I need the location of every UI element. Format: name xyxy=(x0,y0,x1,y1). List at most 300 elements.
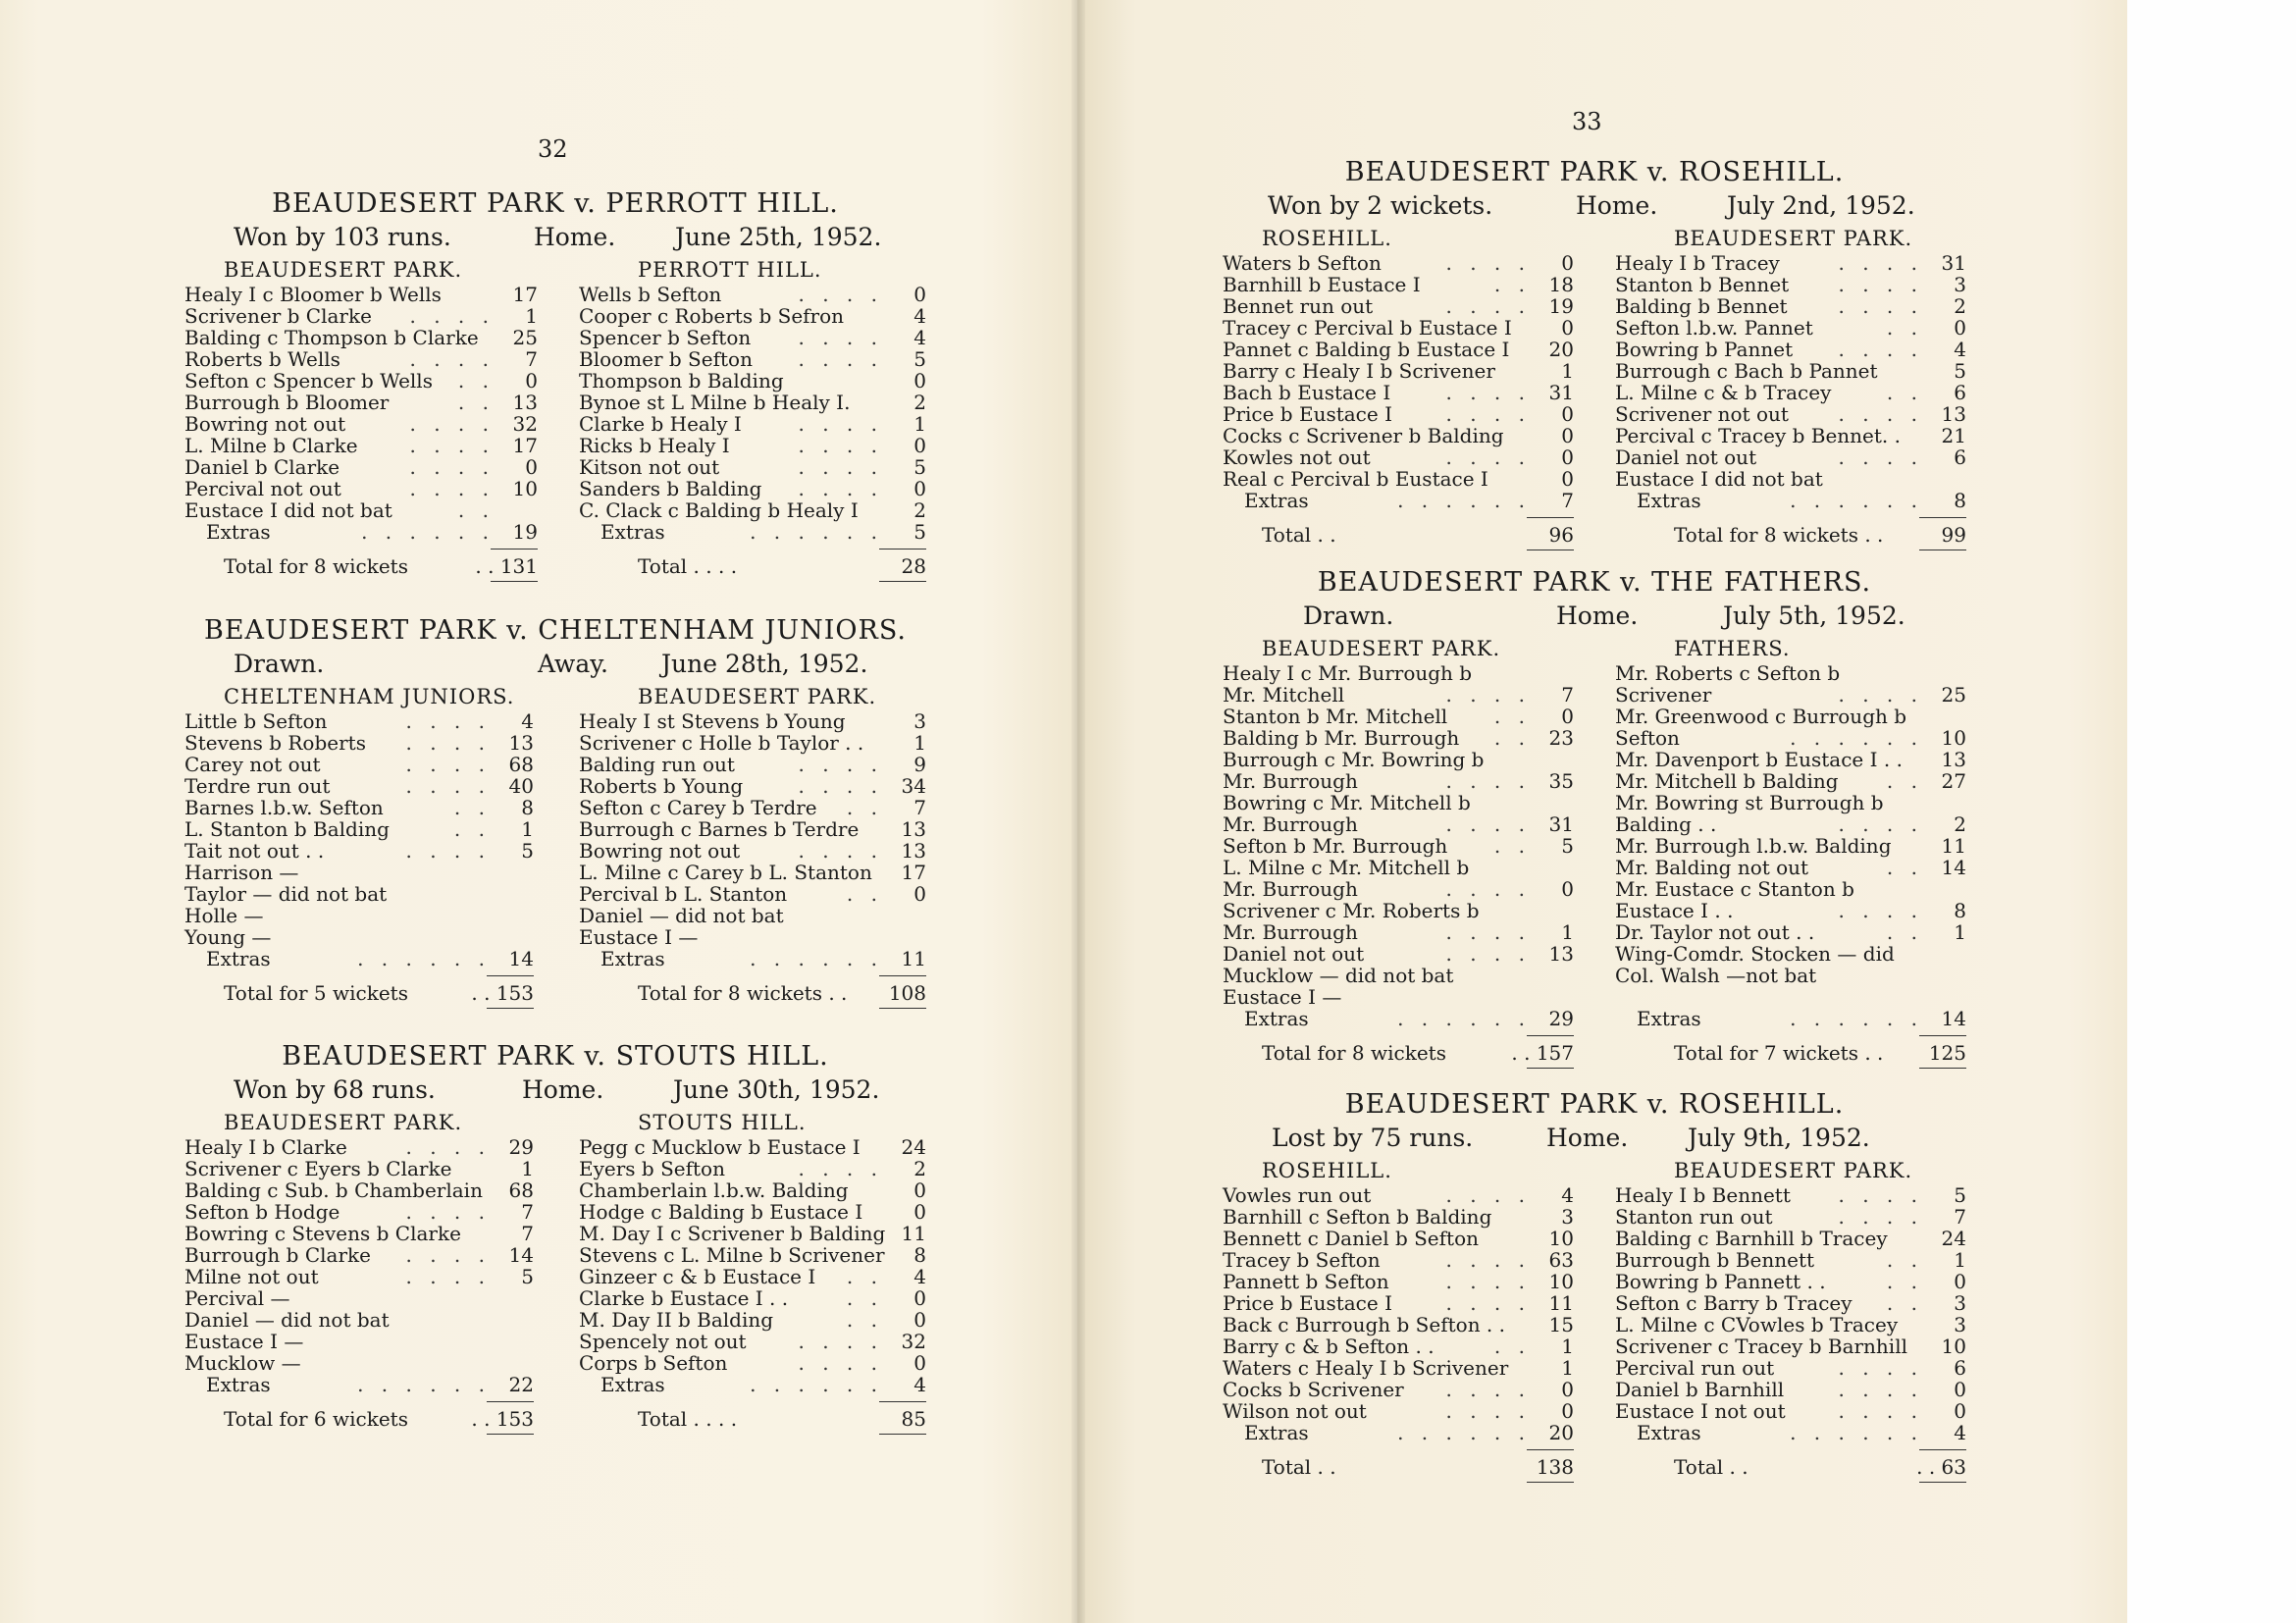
batsman-dismissal: Scrivener xyxy=(1615,683,1712,707)
match-section xyxy=(184,1041,926,1431)
leader-dots: . . xyxy=(1886,1248,1923,1272)
batsman-dismissal: Sefton l.b.w. Pannet xyxy=(1615,316,1813,340)
match-venue: Home. xyxy=(1546,1124,1629,1152)
batsman-score: 0 xyxy=(525,369,538,393)
batsman-dismissal: Barnhill b Eustace I xyxy=(1223,273,1421,296)
batsman-row xyxy=(184,1287,534,1309)
batsman-dismissal: Col. Walsh —not bat xyxy=(1615,964,1817,987)
batsman-row xyxy=(1223,360,1574,382)
batsman-score: 5 xyxy=(913,347,926,371)
total-rule-top xyxy=(1527,1449,1574,1450)
leader-dots: . . . . xyxy=(1445,942,1531,966)
total-rule-bottom xyxy=(879,1008,926,1009)
total-rule-top xyxy=(487,975,534,976)
batsman-row xyxy=(1615,1228,1966,1249)
total-rule-bottom xyxy=(1527,1482,1574,1483)
extras-row xyxy=(579,1374,926,1395)
batsman-row xyxy=(184,1158,534,1179)
batsman-dismissal: Barnhill c Sefton b Balding xyxy=(1223,1205,1492,1229)
match-result-line xyxy=(184,650,926,683)
batsman-dismissal: Mr. Bowring st Burrough b xyxy=(1615,791,1884,814)
innings-right xyxy=(579,683,926,1009)
batsman-row xyxy=(1615,360,1966,382)
batsman-row xyxy=(579,754,926,775)
batsman-row xyxy=(1615,1400,1966,1422)
leader-dots: . . xyxy=(846,1286,883,1310)
batsman-score: 4 xyxy=(521,709,534,733)
batsman-dismissal: Mucklow — xyxy=(184,1351,301,1375)
leader-dots: . . . . xyxy=(405,1200,491,1224)
total-rule-top xyxy=(1919,1035,1966,1036)
batsman-row xyxy=(1223,857,1574,878)
leader-dots: . . . . xyxy=(1445,1248,1531,1272)
batsman-score: 3 xyxy=(1954,1291,1966,1315)
batsman-score: 17 xyxy=(512,283,538,306)
batsman-dismissal: Balding b Bennet xyxy=(1615,294,1788,318)
batsman-row xyxy=(1223,1400,1574,1422)
batsman-row xyxy=(184,754,534,775)
book-gutter xyxy=(1071,0,1085,1623)
leader-dots: . . . . xyxy=(1838,294,1923,318)
batsman-dismissal: Stanton b Bennet xyxy=(1615,273,1790,296)
batsman-row xyxy=(184,499,538,521)
batsman-row xyxy=(1615,1206,1966,1228)
batsman-dismissal: Spencer b Sefton xyxy=(579,326,752,349)
batsman-row xyxy=(1223,274,1574,295)
batsman-row xyxy=(1223,749,1574,770)
batsman-row xyxy=(1615,382,1966,403)
batsman-row xyxy=(579,348,926,370)
batsman-score: 11 xyxy=(1941,834,1966,858)
batsman-score: 1 xyxy=(1954,1248,1966,1272)
batsman-dismissal: Cocks b Scrivener xyxy=(1223,1378,1404,1401)
batsman-score: 4 xyxy=(913,1265,926,1288)
batsman-score: 6 xyxy=(1954,381,1966,404)
batsman-dismissal: Price b Eustace I xyxy=(1223,402,1392,426)
batsman-row xyxy=(1615,878,1966,900)
batsman-row xyxy=(184,710,534,732)
match-date: July 2nd, 1952. xyxy=(1727,191,1915,220)
leader-dots: . . . . xyxy=(798,1157,883,1180)
batsman-score: 0 xyxy=(1561,1378,1574,1401)
batsman-row xyxy=(579,413,926,435)
team-heading: CHELTENHAM JUNIORS. xyxy=(224,685,515,708)
leader-dots: . . . . xyxy=(405,1243,491,1267)
total-value: 85 xyxy=(901,1407,926,1431)
match-section xyxy=(1223,157,1966,547)
leader-dots: . . xyxy=(453,817,491,841)
batsman-row xyxy=(579,1179,926,1201)
extras-row xyxy=(1223,1422,1574,1443)
batsman-score: 2 xyxy=(1954,812,1966,836)
batsman-row xyxy=(1223,727,1574,749)
leader-dots: . . . . . . xyxy=(750,1373,883,1396)
leader-dots: . . xyxy=(457,498,495,522)
batsman-row xyxy=(1615,684,1966,706)
batsman-score: 1 xyxy=(521,1157,534,1180)
batsman-score: 13 xyxy=(901,817,926,841)
batsman-row xyxy=(1223,1271,1574,1292)
match-section xyxy=(184,188,926,578)
leader-dots: . . . . xyxy=(1838,1183,1923,1207)
batsman-score: 34 xyxy=(901,774,926,798)
total-label: Total . . xyxy=(1262,523,1336,547)
total-value: 108 xyxy=(888,981,926,1005)
batsman-dismissal: Bowring c Mr. Mitchell b xyxy=(1223,791,1471,814)
match-date: July 9th, 1952. xyxy=(1688,1124,1870,1152)
batsman-row xyxy=(184,840,534,862)
batsman-dismissal: Bennett c Daniel b Sefton xyxy=(1223,1227,1480,1250)
batsman-row xyxy=(184,1244,534,1266)
batsman-dismissal: M. Day I c Scrivener b Balding xyxy=(579,1222,886,1245)
batsman-dismissal: M. Day II b Balding xyxy=(579,1308,774,1332)
team-heading: BEAUDESERT PARK. xyxy=(224,258,463,282)
match-result: Won by 103 runs. xyxy=(234,223,451,251)
batsman-row xyxy=(1223,382,1574,403)
batsman-dismissal: Mr. Burrough xyxy=(1223,877,1358,901)
leader-dots: . . . . xyxy=(798,477,883,500)
team-heading: STOUTS HILL. xyxy=(638,1111,807,1134)
batsman-dismissal: Balding b Mr. Burrough xyxy=(1223,726,1460,750)
batsman-row xyxy=(1615,662,1966,684)
batsman-row xyxy=(184,818,534,840)
total-rule-bottom xyxy=(487,1434,534,1435)
batsman-row xyxy=(184,1309,534,1331)
batsman-row xyxy=(1615,252,1966,274)
extras-row xyxy=(579,948,926,969)
batsman-score: 0 xyxy=(913,369,926,393)
batsman-row xyxy=(184,1179,534,1201)
batsman-dismissal: Mr. Davenport b Eustace I . . xyxy=(1615,748,1903,771)
scan-background xyxy=(2127,0,2296,1623)
batsman-row xyxy=(579,883,926,905)
batsman-score: 5 xyxy=(1561,834,1574,858)
batsman-row xyxy=(1223,986,1574,1008)
leader-dots: . . xyxy=(846,1308,883,1332)
batsman-dismissal: Scrivener not out xyxy=(1615,402,1789,426)
match-venue: Home. xyxy=(1556,602,1639,630)
batsman-row xyxy=(184,305,538,327)
batsman-score: 0 xyxy=(913,434,926,457)
match-section xyxy=(184,615,926,1005)
batsman-dismissal: Sefton b Hodge xyxy=(184,1200,340,1224)
batsman-dismissal: Barry c & b Sefton . . xyxy=(1223,1335,1435,1358)
total-value: . . 63 xyxy=(1916,1455,1966,1479)
batsman-score: 1 xyxy=(1561,359,1574,383)
batsman-row xyxy=(1223,1357,1574,1379)
innings-left xyxy=(1223,635,1574,1069)
batsman-score: 22 xyxy=(508,1373,534,1396)
batsman-dismissal: Bennet run out xyxy=(1223,294,1374,318)
match-result: Won by 2 wickets. xyxy=(1268,191,1493,220)
batsman-score: 7 xyxy=(1561,489,1574,512)
batsman-score: 31 xyxy=(1548,381,1574,404)
total-rule-bottom xyxy=(879,581,926,582)
leader-dots: . . . . xyxy=(1445,251,1531,275)
match-result-line xyxy=(184,223,926,256)
batsman-row xyxy=(579,392,926,413)
innings-left xyxy=(1223,1157,1574,1483)
batsman-row xyxy=(184,797,534,818)
match-venue: Home. xyxy=(534,223,616,251)
leader-dots: . . xyxy=(1886,1291,1923,1315)
batsman-score: 11 xyxy=(901,947,926,970)
batsman-dismissal: Kowles not out xyxy=(1223,445,1371,469)
team-heading: FATHERS. xyxy=(1674,637,1791,660)
batsman-dismissal: Clarke b Eustace I . . xyxy=(579,1286,789,1310)
total-rule-bottom xyxy=(1919,1482,1966,1483)
batsman-dismissal: Daniel not out xyxy=(1223,942,1365,966)
batsman-dismissal: Chamberlain l.b.w. Balding xyxy=(579,1178,849,1202)
batsman-row xyxy=(184,732,534,754)
leader-dots: . . . . xyxy=(1445,877,1531,901)
batsman-dismissal: Bloomer b Sefton xyxy=(579,347,753,371)
batsman-score: 7 xyxy=(521,1200,534,1224)
batsman-row xyxy=(1615,1357,1966,1379)
batsman-row xyxy=(579,327,926,348)
innings-left xyxy=(1223,225,1574,550)
match-date: July 5th, 1952. xyxy=(1723,602,1905,630)
batsman-row xyxy=(1223,900,1574,921)
innings-right xyxy=(579,256,926,582)
innings-total xyxy=(184,978,534,1008)
batsman-row xyxy=(184,456,538,478)
batsman-dismissal: Stanton b Mr. Mitchell xyxy=(1223,705,1448,728)
batsman-score: 0 xyxy=(913,1308,926,1332)
batsman-dismissal: Extras xyxy=(600,520,665,544)
leader-dots: . . xyxy=(1493,705,1531,728)
batsman-score: 10 xyxy=(1941,726,1966,750)
batsman-score: 13 xyxy=(508,731,534,755)
leader-dots: . . xyxy=(1493,726,1531,750)
batsman-score: 9 xyxy=(913,753,926,776)
batsman-row xyxy=(579,1136,926,1158)
leader-dots: . . xyxy=(1886,920,1923,944)
batsman-score: 19 xyxy=(1548,294,1574,318)
batsman-row xyxy=(184,1266,534,1287)
batsman-dismissal: Tracey b Sefton xyxy=(1223,1248,1381,1272)
batsman-score: 11 xyxy=(1548,1291,1574,1315)
batsman-dismissal: Extras xyxy=(600,1373,665,1396)
batsman-dismissal: Balding run out xyxy=(579,753,735,776)
batsman-score: 0 xyxy=(913,882,926,906)
leader-dots: . . . . . . xyxy=(750,520,883,544)
batsman-dismissal: Percival c Tracey b Bennet. . xyxy=(1615,424,1902,447)
total-label: Total . . xyxy=(1674,1455,1748,1479)
batsman-dismissal: Milne not out xyxy=(184,1265,319,1288)
batsman-dismissal: Stevens b Roberts xyxy=(184,731,366,755)
batsman-dismissal: Scrivener c Eyers b Clarke xyxy=(184,1157,452,1180)
batsman-dismissal: L. Milne c & b Tracey xyxy=(1615,381,1832,404)
batsman-row xyxy=(579,1287,926,1309)
leader-dots: . . . . xyxy=(1838,1378,1923,1401)
leader-dots: . . . . . . xyxy=(1790,1007,1923,1030)
innings-total xyxy=(184,551,538,581)
batsman-score: 25 xyxy=(512,326,538,349)
batsman-score: 10 xyxy=(1548,1227,1574,1250)
leader-dots: . . . . . . xyxy=(357,947,491,970)
batsman-dismissal: Extras xyxy=(1244,1007,1309,1030)
batsman-dismissal: Corps b Sefton xyxy=(579,1351,728,1375)
batsman-dismissal: Daniel — did not bat xyxy=(579,904,784,927)
batsman-row xyxy=(1615,835,1966,857)
batsman-row xyxy=(1223,684,1574,706)
total-rule-top xyxy=(1919,1449,1966,1450)
leader-dots: . . . . . . xyxy=(1790,726,1923,750)
total-label: Total . . xyxy=(1262,1455,1336,1479)
batsman-dismissal: Scrivener c Mr. Roberts b xyxy=(1223,899,1480,922)
batsman-dismissal: Mr. Balding not out xyxy=(1615,856,1809,879)
batsman-dismissal: Stanton run out xyxy=(1615,1205,1773,1229)
total-label: Total . . . . xyxy=(638,554,738,578)
batsman-score: 31 xyxy=(1548,812,1574,836)
batsman-row xyxy=(1615,1335,1966,1357)
batsman-dismissal: Eustace I did not bat xyxy=(1615,467,1823,491)
batsman-score: 3 xyxy=(1954,1313,1966,1336)
batsman-row xyxy=(184,775,534,797)
batsman-dismissal: Ricks b Healy I xyxy=(579,434,730,457)
batsman-score: 8 xyxy=(913,1243,926,1267)
batsman-score: 8 xyxy=(521,796,534,819)
leader-dots: . . . . . . xyxy=(1790,1421,1923,1444)
match-title: BEAUDESERT PARK v. PERROTT HILL. xyxy=(272,188,839,219)
match-title: BEAUDESERT PARK v. CHELTENHAM JUNIORS. xyxy=(203,615,907,646)
leader-dots: . . . . xyxy=(405,839,491,863)
batsman-dismissal: Stevens c L. Milne b Scrivener xyxy=(579,1243,885,1267)
batsman-score: 20 xyxy=(1548,1421,1574,1444)
batsman-score: 4 xyxy=(1954,1421,1966,1444)
extras-row xyxy=(184,521,538,543)
batsman-score: 1 xyxy=(1561,1335,1574,1358)
batsman-dismissal: Scrivener c Tracey b Barnhill xyxy=(1615,1335,1907,1358)
match-result-line xyxy=(1223,1124,1966,1157)
batsman-row xyxy=(579,305,926,327)
batsman-score: 25 xyxy=(1941,683,1966,707)
match-title: BEAUDESERT PARK v. ROSEHILL. xyxy=(1344,1089,1845,1120)
batsman-dismissal: Extras xyxy=(206,947,271,970)
batsman-score: 7 xyxy=(521,1222,534,1245)
batsman-dismissal: Daniel not out xyxy=(1615,445,1757,469)
batsman-score: 0 xyxy=(1561,316,1574,340)
batsman-row xyxy=(579,818,926,840)
leader-dots: . . . . xyxy=(1445,1183,1531,1207)
team-heading: BEAUDESERT PARK. xyxy=(224,1111,463,1134)
batsman-score: 4 xyxy=(1561,1183,1574,1207)
leader-dots: . . . . xyxy=(1445,683,1531,707)
team-heading: PERROTT HILL. xyxy=(638,258,822,282)
batsman-dismissal: Pannett b Sefton xyxy=(1223,1270,1389,1293)
batsman-row xyxy=(579,797,926,818)
batsman-score: 7 xyxy=(1561,683,1574,707)
batsman-dismissal: Extras xyxy=(600,947,665,970)
batsman-row xyxy=(1615,986,1966,1008)
innings-right xyxy=(579,1109,926,1435)
total-value: . . 153 xyxy=(471,981,534,1005)
batsman-dismissal: Bowring b Pannet xyxy=(1615,338,1794,361)
batsman-score: 4 xyxy=(913,1373,926,1396)
leader-dots: . . . . xyxy=(1445,402,1531,426)
team-heading: BEAUDESERT PARK. xyxy=(1674,1159,1913,1182)
batsman-dismissal: Scrivener b Clarke xyxy=(184,304,372,328)
batsman-score: 4 xyxy=(1954,338,1966,361)
leader-dots: . . . . xyxy=(405,709,491,733)
total-rule-top xyxy=(879,1401,926,1402)
batsman-score: 40 xyxy=(508,774,534,798)
batsman-score: 0 xyxy=(1954,1378,1966,1401)
batsman-row xyxy=(1223,295,1574,317)
batsman-row xyxy=(1223,425,1574,446)
batsman-dismissal: Healy I c Bloomer b Wells xyxy=(184,283,442,306)
total-rule-top xyxy=(1919,517,1966,518)
leader-dots: . . . . . . xyxy=(1397,1007,1531,1030)
batsman-dismissal: Bynoe st L Milne b Healy I. xyxy=(579,391,851,414)
batsman-dismissal: Waters c Healy I b Scrivener xyxy=(1223,1356,1509,1380)
batsman-score: 8 xyxy=(1954,489,1966,512)
batsman-score: 68 xyxy=(508,753,534,776)
innings-total xyxy=(1615,1038,1966,1068)
batsman-score: 32 xyxy=(901,1330,926,1353)
batsman-score: 24 xyxy=(901,1135,926,1159)
batsman-row xyxy=(184,392,538,413)
batsman-score: 0 xyxy=(1954,1270,1966,1293)
leader-dots: . . . . xyxy=(405,1135,491,1159)
batsman-score: 0 xyxy=(1561,877,1574,901)
batsman-row xyxy=(579,926,926,948)
leader-dots: . . xyxy=(1886,316,1923,340)
batsman-row xyxy=(1615,792,1966,813)
batsman-score: 1 xyxy=(1561,1356,1574,1380)
batsman-row xyxy=(1615,274,1966,295)
extras-row xyxy=(579,521,926,543)
batsman-score: 14 xyxy=(1941,1007,1966,1030)
leader-dots: . . xyxy=(846,796,883,819)
leader-dots: . . xyxy=(457,369,495,393)
batsman-row xyxy=(1615,425,1966,446)
batsman-score: 4 xyxy=(913,304,926,328)
batsman-dismissal: Mr. Greenwood c Burrough b xyxy=(1615,705,1907,728)
batsman-dismissal: Extras xyxy=(1244,489,1309,512)
batsman-score: 1 xyxy=(1561,920,1574,944)
batsman-row xyxy=(1615,339,1966,360)
team-heading: ROSEHILL. xyxy=(1262,1159,1392,1182)
batsman-row xyxy=(579,1266,926,1287)
batsman-score: 6 xyxy=(1954,445,1966,469)
total-rule-top xyxy=(1527,517,1574,518)
match-venue: Home. xyxy=(1576,191,1658,220)
match-result-line xyxy=(184,1075,926,1109)
batsman-dismissal: Percival not out xyxy=(184,477,341,500)
extras-row xyxy=(1615,490,1966,511)
batsman-dismissal: Carey not out xyxy=(184,753,321,776)
team-heading: BEAUDESERT PARK. xyxy=(638,685,877,708)
leader-dots: . . . . xyxy=(798,1330,883,1353)
batsman-dismissal: Wells b Sefton xyxy=(579,283,722,306)
total-label: Total for 8 wickets xyxy=(1262,1041,1446,1065)
batsman-dismissal: Kitson not out xyxy=(579,455,720,479)
batsman-row xyxy=(1615,1271,1966,1292)
batsman-dismissal: Mr. Burrough xyxy=(1223,769,1358,793)
total-rule-top xyxy=(491,549,538,550)
batsman-row xyxy=(184,327,538,348)
batsman-dismissal: Sefton xyxy=(1615,726,1680,750)
leader-dots: . . . . xyxy=(1445,1270,1531,1293)
batsman-row xyxy=(184,1201,534,1223)
innings-total xyxy=(1223,520,1574,550)
batsman-score: 4 xyxy=(913,326,926,349)
total-rule-top xyxy=(487,1401,534,1402)
batsman-row xyxy=(1223,1335,1574,1357)
batsman-dismissal: Clarke b Healy I xyxy=(579,412,742,436)
